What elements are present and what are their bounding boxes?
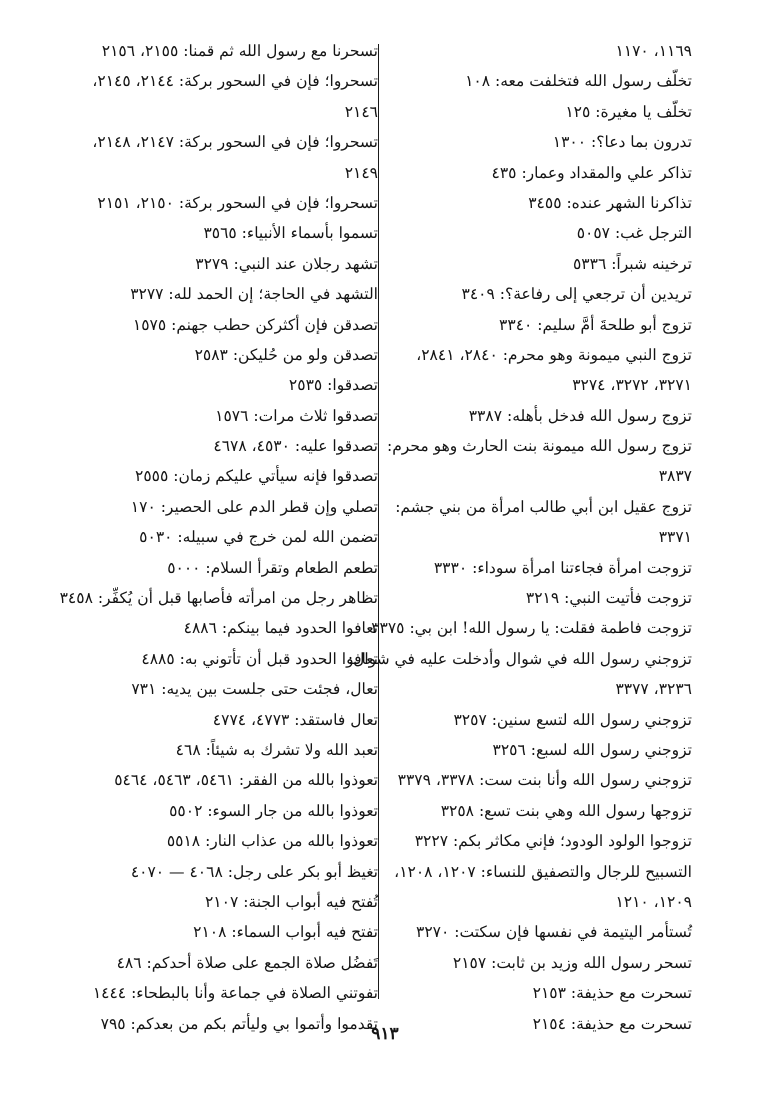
index-entry-line: تزوجني رسول الله وأنا بنت ست: ٣٣٧٨، ٣٣٧٩: [397, 771, 692, 790]
index-entry-line: تزوجني رسول الله لسبع: ٣٢٥٦: [492, 740, 692, 759]
index-entry-line: تزوجت فأتيت النبي: ٣٢١٩: [525, 589, 692, 608]
index-entry-line: تسحرنا مع رسول الله ثم قمنا: ٢١٥٥، ٢١٥٦: [101, 42, 378, 60]
index-entry-line: تزوج أبو طلحةَ أمَّ سليم: ٣٣٤٠: [499, 315, 692, 334]
index-entry-line: تسحروا؛ فإن في السحور بركة: ٢١٤٧، ٢١٤٨،: [92, 133, 378, 152]
index-entry-line: تعبد الله ولا تشرك به شيئاً: ٤٦٨: [175, 740, 378, 759]
index-entry-line: تريدين أن ترجعي إلى رفاعة؟: ٣٤٠٩: [461, 285, 692, 304]
index-entry-line: تذاكرنا الشهر عنده: ٣٤٥٥: [528, 193, 692, 212]
index-entry-line: تزوجني رسول الله لتسع سنين: ٣٢٥٧: [453, 710, 692, 729]
index-entry-line: تغيظ أبو بكر على رجل: ٤٠٦٨ — ٤٠٧٠: [130, 862, 378, 881]
index-entry-line: تسموا بأسماء الأنبياء: ٣٥٦٥: [203, 224, 378, 243]
index-entry-line: تدرون بما دعا؟: ١٣٠٠: [552, 133, 692, 152]
index-entry-line: ٣٢٣٦، ٣٣٧٧: [615, 680, 692, 699]
index-entry-line: ٣٨٣٧: [658, 467, 692, 486]
index-entry-line: تزوج رسول الله ميمونة بنت الحارث وهو محرم:: [386, 437, 692, 456]
index-entry-line: تصدقوا ثلاث مرات: ١٥٧٦: [215, 406, 378, 425]
index-entry-line: تفتح فيه أبواب السماء: ٢١٠٨: [193, 923, 378, 942]
index-entry-line: تزوج رسول الله فدخل بأهله: ٣٣٨٧: [468, 406, 692, 425]
index-entry-line: تعوذوا بالله من الفقر: ٥٤٦١، ٥٤٦٣، ٥٤٦٤: [114, 771, 378, 790]
index-entry-line: تزوجوا الولود الودود؛ فإني مكاثر بكم: ٣٢٢٧: [414, 832, 692, 851]
index-entry-line: تصدقوا: ٢٥٣٥: [288, 376, 378, 395]
index-entry-line: تزوج عقيل ابن أبي طالب امرأة من بني جشم:: [395, 497, 692, 516]
index-entry-line: تفوتني الصلاة في جماعة وأنا بالبطحاء: ١٤٤٤: [92, 984, 378, 1003]
index-entry-line: تزوج النبي ميمونة وهو محرم: ٢٨٤٠، ٢٨٤١،: [416, 345, 692, 364]
index-entry-line: تسحرت مع حذيفة: ٢١٥٤: [532, 1014, 692, 1033]
index-entry-line: التشهد في الحاجة؛ إن الحمد لله: ٣٢٧٧: [130, 285, 378, 304]
column-divider: [378, 44, 379, 999]
page-number: ٩١٣: [371, 1024, 399, 1044]
index-entry-line: تسحرت مع حذيفة: ٢١٥٣: [532, 984, 692, 1003]
index-entry-line: تخلّف يا مغيرة: ١٢٥: [565, 102, 692, 121]
index-entry-line: ٣٣٧١: [658, 528, 692, 547]
index-entry-line: تعافوا الحدود فيما بينكم: ٤٨٨٦: [183, 619, 378, 638]
index-entry-line: الترجل غب: ٥٠٥٧: [576, 224, 692, 243]
index-entry-line: ترخينه شبراً: ٥٣٣٦: [572, 254, 692, 273]
index-entry-line: تضمن الله لمن خرج في سبيله: ٥٠٣٠: [139, 528, 378, 547]
index-entry-line: تزوجت فاطمة فقلت: يا رسول الله! ابن بي: ٣٣٧٥: [371, 619, 692, 638]
index-entry-line: تصدقوا عليه: ٤٥٣٠، ٤٦٧٨: [213, 437, 378, 456]
index-entry-line: تعوذوا بالله من جار السوء: ٥٥٠٢: [169, 801, 378, 820]
index-entry-line: تزوجني رسول الله في شوال وأدخلت عليه في شوال:: [347, 649, 692, 668]
index-entry-line: تشهد رجلان عند النبي: ٣٢٧٩: [195, 254, 378, 273]
index-entry-line: تصدقن ولو من حُليكن: ٢٥٨٣: [194, 345, 378, 364]
index-entry-line: تعافوا الحدود قبل أن تأتوني به: ٤٨٨٥: [141, 649, 378, 668]
index-entry-line: ٢١٤٩: [344, 163, 378, 182]
index-entry-line: تسحروا؛ فإن في السحور بركة: ٢١٥٠، ٢١٥١: [97, 193, 378, 212]
index-entry-line: ٢١٤٦: [344, 102, 378, 121]
index-entry-line: تسحر رسول الله وزيد بن ثابت: ٢١٥٧: [452, 953, 692, 972]
index-entry-line: تُفتح فيه أبواب الجنة: ٢١٠٧: [204, 892, 378, 911]
left-index-column: [48, 36, 378, 1039]
index-entry-line: تزوجها رسول الله وهي بنت تسع: ٣٢٥٨: [440, 801, 692, 820]
index-entry-line: تذاكر علي والمقداد وعمار: ٤٣٥: [491, 163, 692, 182]
index-entry-line: ١١٦٩، ١١٧٠: [615, 42, 692, 60]
index-entry-line: تزوجت امرأة فجاءتنا امرأة سوداء: ٣٣٣٠: [433, 558, 692, 577]
index-entry-line: تعوذوا بالله من عذاب النار: ٥٥١٨: [166, 832, 378, 851]
index-entry-line: تَفضُل صلاة الجمع على صلاة أحدكم: ٤٨٦: [116, 953, 378, 972]
index-entry-line: ٣٢٧١، ٣٢٧٢، ٣٢٧٤: [572, 376, 692, 395]
index-entry-line: تطعم الطعام وتقرأ السلام: ٥٠٠٠: [167, 558, 378, 577]
index-entry-line: تصدقن فإن أكثركن حطب جهنم: ١٥٧٥: [132, 315, 378, 334]
index-entry-line: التسبيح للرجال والتصفيق للنساء: ١٢٠٧، ١٢٠٨،: [394, 862, 692, 881]
index-entry-line: تسحروا؛ فإن في السحور بركة: ٢١٤٤، ٢١٤٥،: [92, 72, 378, 91]
index-entry-line: ١٢٠٩، ١٢١٠: [615, 892, 692, 911]
index-entry-line: تظاهر رجل من امرأته فأصابها قبل أن يُكفِّر: ٣٤٥٨: [59, 589, 378, 608]
index-entry-line: تصلي وإن قطر الدم على الحصير: ١٧٠: [130, 497, 378, 516]
index-entry-line: تصدقوا فإنه سيأتي عليكم زمان: ٢٥٥٥: [135, 467, 378, 486]
index-entry-line: تخلّف رسول الله فتخلفت معه: ١٠٨: [465, 72, 692, 91]
index-entry-line: تُستأمر اليتيمة في نفسها فإن سكتت: ٣٢٧٠: [416, 923, 692, 942]
index-entry-line: تعال، فجئت حتى جلست بين يديه: ٧٣١: [131, 680, 378, 699]
index-entry-line: تقدموا وأتموا بي وليأتم بكم من بعدكم: ٧٩٥: [100, 1014, 378, 1033]
index-entry-line: تعال فاستقد: ٤٧٧٣، ٤٧٧٤: [212, 710, 378, 729]
